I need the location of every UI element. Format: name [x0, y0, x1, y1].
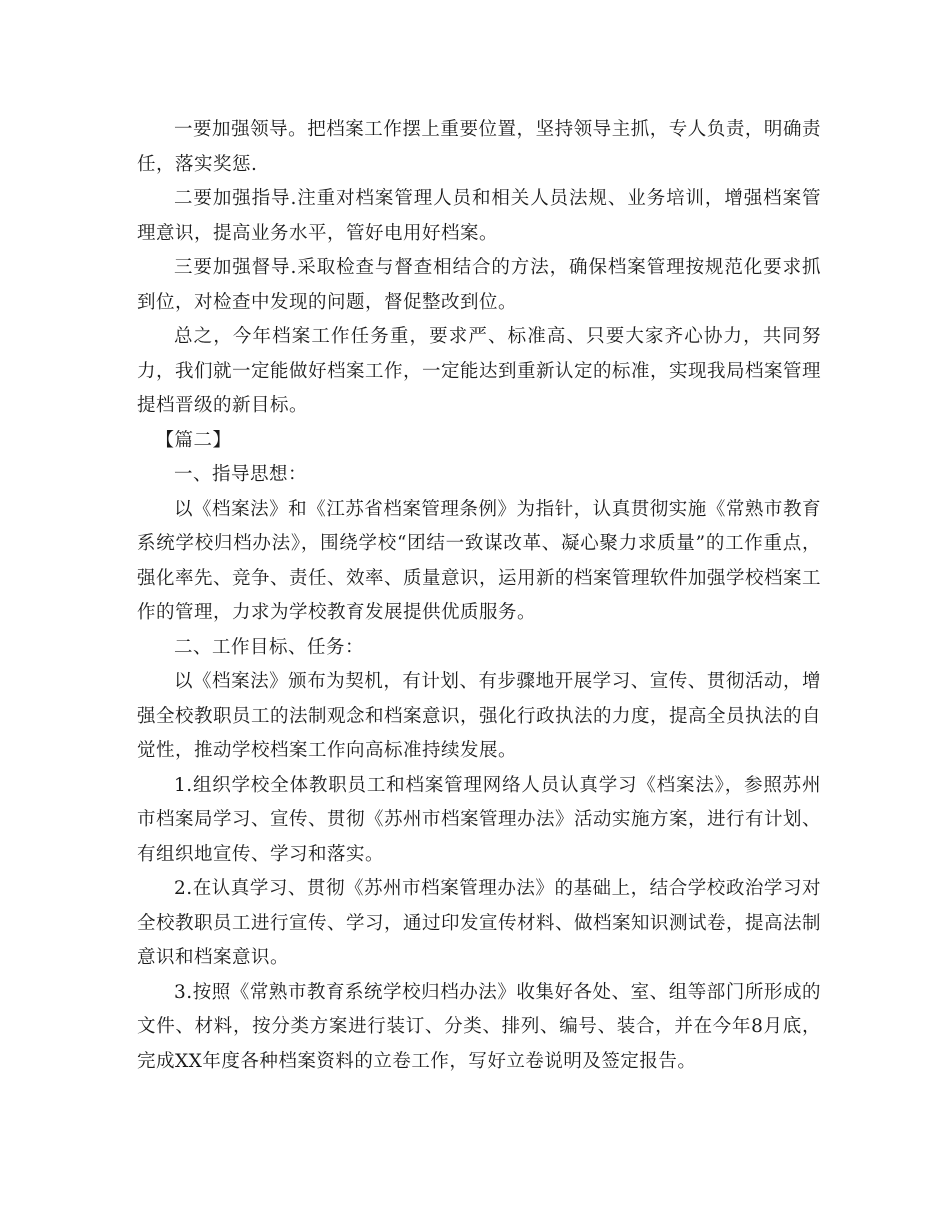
document-body — [137, 113, 821, 1079]
paragraph-work-goals: 以《档案法》颁布为契机，有计划、有步骤地开展学习、宣传、贯彻活动，增强全校教职员工的法制观念和档案意识，强化行政执法的力度，提高全员执法的自觉性，推动学校档案工作向高标准持续发展。 — [137, 671, 822, 761]
paragraph-supervision: 三要加强督导.采取检查与督查相结合的方法，确保档案管理按规范化要求抓到位，对检查中发现的问题，督促整改到位。 — [137, 257, 821, 313]
list-item-3: 3.按照《常熟市教育系统学校归档办法》收集好各处、室、组等部门所形成的文件、材料，按分类方案进行装订、分类、排列、编号、装合，并在今年8月底，完成XX年度各种档案资料的立卷工作，写好立卷说明及签定报告。 — [137, 981, 821, 1072]
list-item-2: 2.在认真学习、贯彻《苏州市档案管理办法》的基础上，结合学校政治学习对全校教职员工进行宣传、学习，通过印发宣传材料、做档案知识测试卷，提高法制意识和档案意识。 — [137, 878, 822, 968]
heading-guiding-ideology: 一、指导思想： — [174, 464, 308, 485]
list-item-1: 1.组织学校全体教职员工和档案管理网络人员认真学习《档案法》，参照苏州市档案局学习、宣传、贯彻《苏州市档案管理办法》活动实施方案，进行有计划、有组织地宣传、学习和落实。 — [137, 774, 822, 865]
heading-work-goals: 二、工作目标、任务： — [174, 636, 365, 658]
paragraph-summary: 总之，今年档案工作任务重，要求严、标准高、只要大家齐心协力，共同努力，我们就一定能做好档案工作，一定能达到重新认定的标准，实现我局档案管理提档晋级的新目标。 — [137, 326, 822, 416]
paragraph-guiding-ideology: 以《档案法》和《江苏省档案管理条例》为指针，认真贯彻实施《常熟市教育系统学校归档办法》，围绕学校“团结一致谋改革、凝心聚力求质量”的工作重点，强化率先、竞争、责任、效率、质量意识，运用新的档案管理软件加强学校档案工作的管理，力求为学校教育发展提供优质服务。 — [137, 498, 822, 623]
paragraph-guidance: 二要加强指导.注重对档案管理人员和相关人员法规、业务培训，增强档案管理意识，提高业务水平，管好电用好档案。 — [137, 188, 821, 244]
section-heading-part-two: 【篇二】 — [155, 429, 232, 451]
paragraph-leadership: 一要加强领导。把档案工作摆上重要位置，坚持领导主抓，专人负责，明确责任，落实奖惩. — [137, 119, 821, 175]
